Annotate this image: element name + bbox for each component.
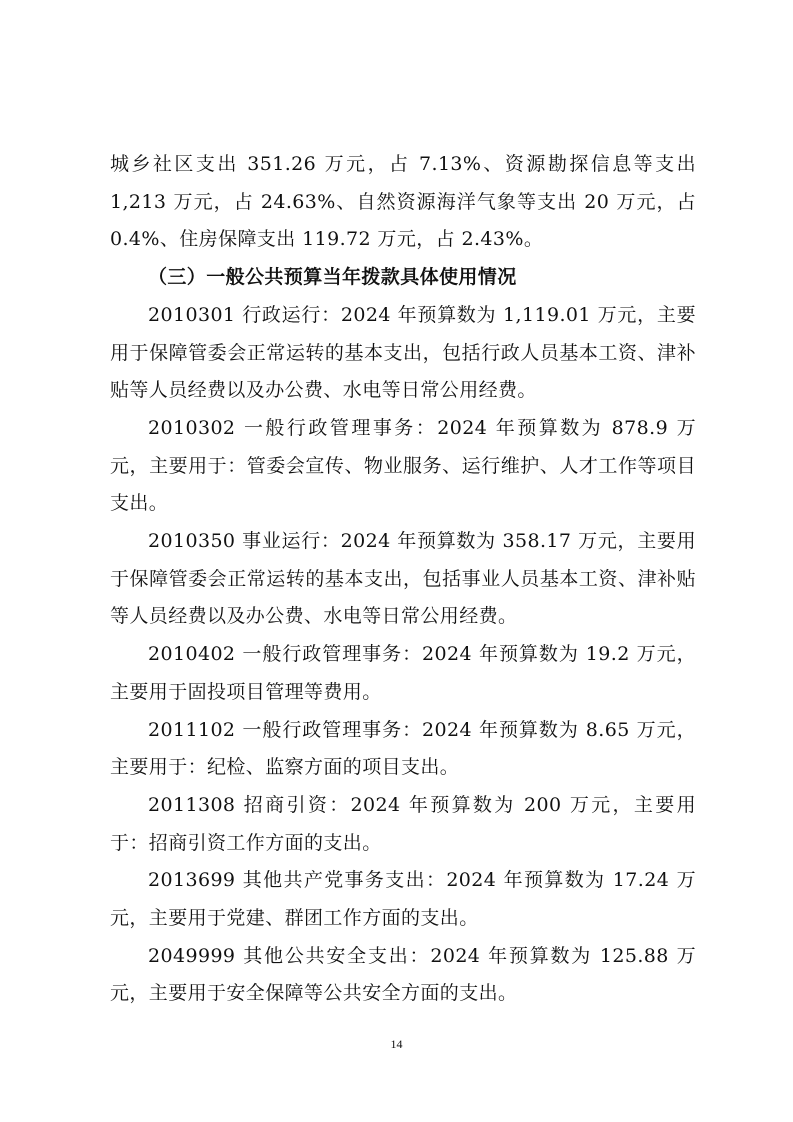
budget-item-2010350: 2010350 事业运行：2024 年预算数为 358.17 万元，主要用于保障管委会正常运转的基本支出，包括事业人员基本工资、津补贴等人员经费以及办公费、水电等日常公用经费。 bbox=[110, 530, 696, 628]
section-heading: （三）一般公共预算当年拨款具体使用情况 bbox=[148, 266, 517, 289]
budget-item-2011102: 2011102 一般行政管理事务：2024 年预算数为 8.65 万元，主要用于：纪检、监察方面的项目支出。 bbox=[110, 718, 696, 779]
page-body bbox=[110, 146, 696, 1013]
budget-item-2010301: 2010301 行政运行：2024 年预算数为 1,119.01 万元，主要用于保障管委会正常运转的基本支出，包括行政人员基本工资、津补贴等人员经费以及办公费、水电等日常公用经费。 bbox=[110, 303, 696, 402]
page-number: 14 bbox=[390, 1037, 403, 1051]
intro-paragraph: 城乡社区支出 351.26 万元，占 7.13%、资源勘探信息等支出1,213 万元，占 24.63%、自然资源海洋气象等支出 20 万元，占0.4%、住房保障支出 119.72 万元，占 2.43%。 bbox=[110, 153, 696, 251]
budget-item-2011308: 2011308 招商引资：2024 年预算数为 200 万元，主要用于：招商引资工作方面的支出。 bbox=[110, 793, 696, 854]
budget-item-2010402: 2010402 一般行政管理事务：2024 年预算数为 19.2 万元，主要用于固投项目管理等费用。 bbox=[110, 643, 696, 703]
budget-item-2010302: 2010302 一般行政管理事务：2024 年预算数为 878.9 万元，主要用于：管委会宣传、物业服务、运行维护、人才工作等项目支出。 bbox=[110, 416, 696, 515]
budget-item-2013699: 2013699 其他共产党事务支出：2024 年预算数为 17.24 万元，主要用于党建、群团工作方面的支出。 bbox=[110, 869, 696, 930]
budget-item-2049999: 2049999 其他公共安全支出：2024 年预算数为 125.88 万元，主要用于安全保障等公共安全方面的支出。 bbox=[110, 944, 696, 1005]
